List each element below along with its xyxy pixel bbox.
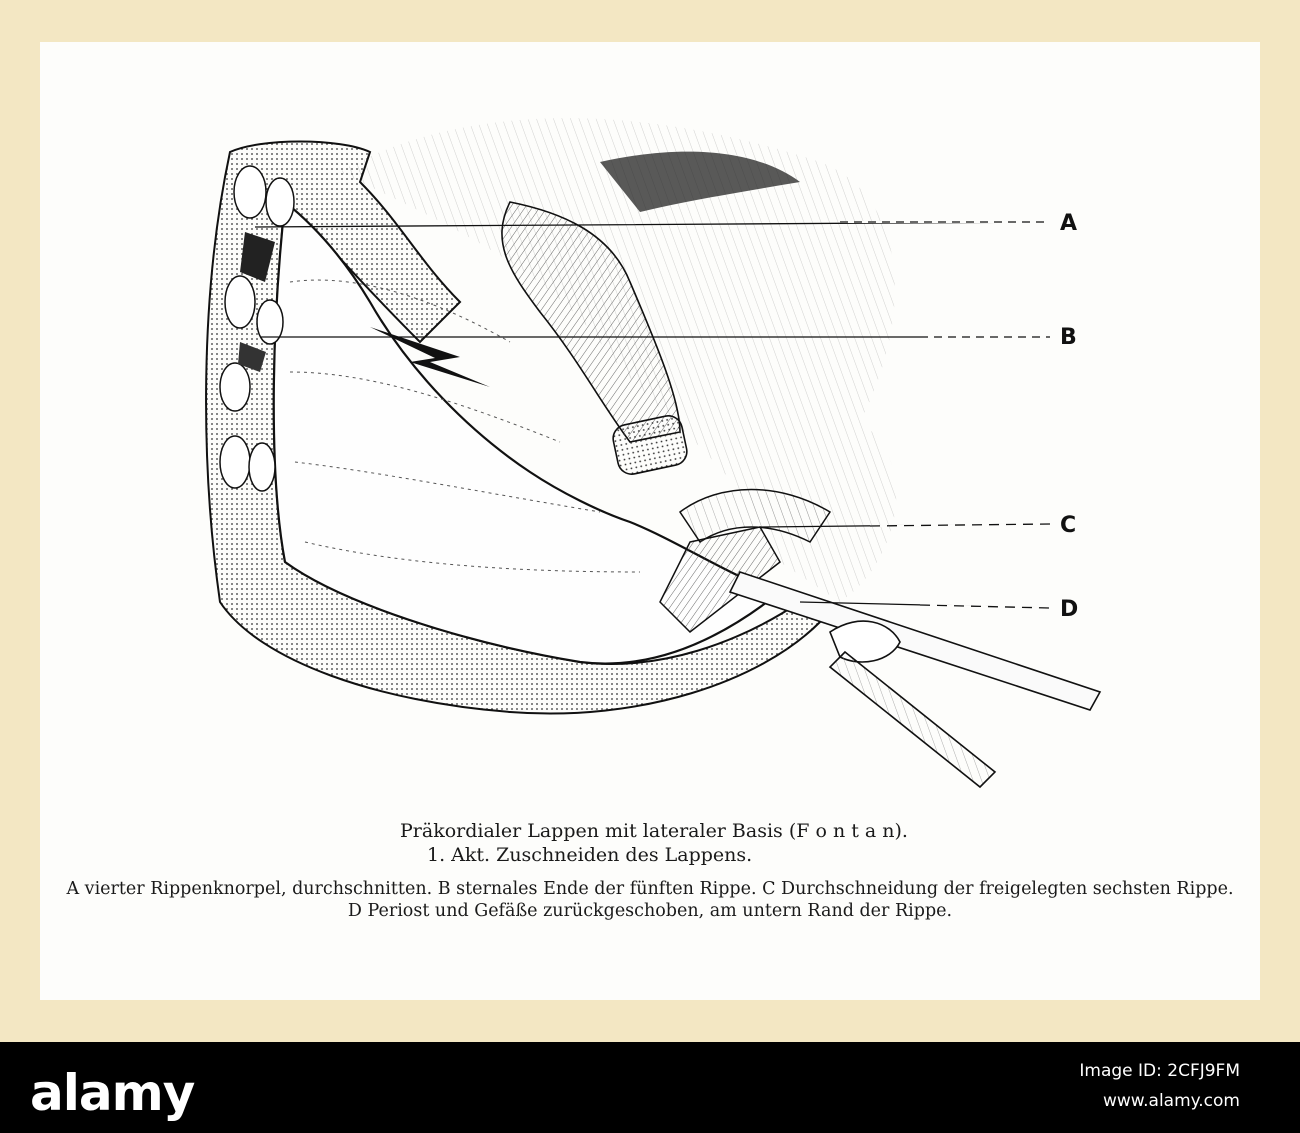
label-c: C — [1060, 513, 1077, 538]
image-id-text: Image ID: 2CFJ9FM — [1079, 1061, 1240, 1081]
label-d: D — [1060, 597, 1079, 622]
anatomical-illustration — [40, 42, 1260, 802]
image-id-block — [1079, 1056, 1240, 1116]
label-a: A — [1060, 211, 1078, 236]
brand-logo: alamy — [30, 1064, 195, 1122]
label-b: B — [1060, 325, 1077, 350]
caption-legend: A vierter Rippenknorpel, durchschnitten. B sternales Ende der fünften Rippe. C Durchschneidung der freigelegten sechsten Rippe. D Periost und Gefäße zurückgeschoben, am untern Rand der Rippe. — [66, 879, 1234, 921]
site-url-text: www.alamy.com — [1102, 1091, 1240, 1111]
caption-title: Präkordialer Lappen mit lateraler Basis (F o n t a n). — [400, 820, 908, 842]
footer-bar — [0, 1042, 1300, 1133]
illustration-plate — [40, 42, 1260, 1000]
caption-subtitle: 1. Akt. Zuschneiden des Lappens. — [427, 844, 753, 866]
